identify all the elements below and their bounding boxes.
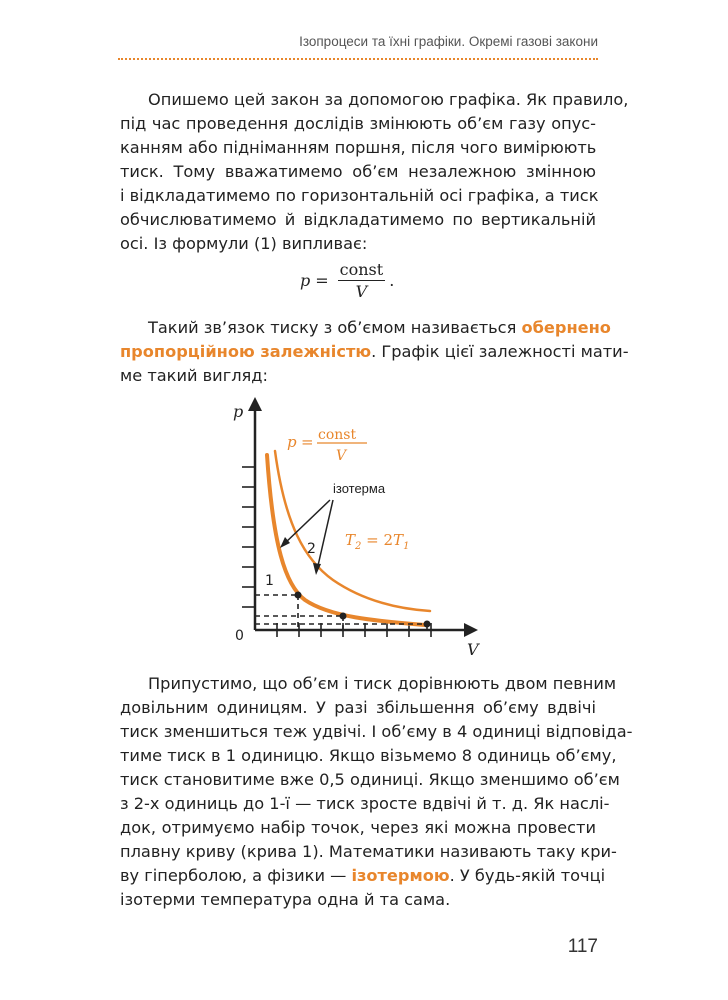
- text-line: і відкладатимемо по горизонтальній осі графіка, а тиск: [120, 186, 599, 205]
- text-line: Опишемо цей закон за допомогою графіка. Як правило,: [148, 90, 629, 109]
- text-line: [120, 864, 606, 888]
- paragraph-explanation: [120, 672, 633, 912]
- text-line: довільним одиницям. У разі збільшення об’єму вдвічі: [120, 698, 596, 717]
- v-axis-label: V: [467, 640, 479, 659]
- highlight-term: пропорційною залежністю: [120, 342, 372, 361]
- text-line: Припустимо, що об’єм і тиск дорівнюють двом певним: [148, 674, 617, 693]
- text-line: док, отримуємо набір точок, через які можна провести: [120, 818, 596, 837]
- text-line: тиме тиск в 1 одиницю. Якщо візьмемо 8 одиниць об’єму,: [120, 746, 617, 765]
- point-marker: [295, 592, 302, 599]
- text-segment: Такий зв’язок тиску з об’ємом називається: [148, 318, 522, 337]
- graph-formula-den: V: [336, 448, 347, 464]
- text-line: осі. Із формули (1) випливає:: [120, 234, 368, 253]
- t1-symbol: T: [393, 531, 404, 549]
- text-line: ме такий вигляд:: [120, 366, 268, 385]
- curve-2-label: 2: [307, 541, 316, 557]
- p-axis-arrow: [248, 397, 262, 411]
- text-line: канням або підніманням поршня, після чого вимірюють: [120, 138, 597, 157]
- t1-subscript: 1: [403, 541, 410, 552]
- text-line: плавну криву (крива 1). Математики називають таку кри-: [120, 842, 617, 861]
- text-line: під час проведення дослідів змінюють об’єм газу опус-: [120, 114, 596, 133]
- formula-fraction: [338, 260, 386, 301]
- graph-formula-eq: =: [301, 433, 314, 451]
- paragraph-relation: [120, 316, 629, 388]
- text-segment: . У будь-якій точці: [449, 866, 606, 885]
- text-segment: . Графік цієї залежності мати-: [371, 342, 629, 361]
- formula-eq: =: [315, 271, 329, 290]
- text-line: ізотерми температура одна й та сама.: [120, 890, 451, 909]
- text-line: тиск становитиме вже 0,5 одиниці. Якщо зменшимо об’єм: [120, 770, 620, 789]
- running-header: Ізопроцеси та їхні графіки. Окремі газові закони: [299, 34, 598, 49]
- p-axis-label: p: [233, 402, 244, 421]
- t-eq: = 2: [361, 531, 394, 549]
- isotherm-pointer-1: [283, 500, 330, 545]
- formula-lhs: p: [300, 271, 311, 290]
- graph-formula-num: const: [318, 427, 357, 443]
- point-marker: [424, 621, 431, 628]
- temperature-label: [345, 531, 409, 552]
- formula-p-const-v: [300, 260, 394, 301]
- curve-1-label: 1: [265, 573, 274, 589]
- highlight-term: ізотермою: [351, 866, 450, 885]
- origin-label: 0: [235, 628, 244, 644]
- header-divider: [118, 58, 598, 60]
- text-line: обчислюватимемо й відкладатимемо по вертикальній: [120, 210, 596, 229]
- formula-denominator: V: [355, 282, 368, 301]
- text-line: тиск. Тому вважатимемо об’єм незалежною змінною: [120, 162, 596, 181]
- page-number: 117: [567, 936, 598, 957]
- paragraph-intro: [120, 88, 629, 256]
- t2-symbol: T: [345, 531, 356, 549]
- v-axis-arrow: [464, 623, 478, 637]
- point-marker: [340, 613, 347, 620]
- isotherm-graph: [225, 395, 485, 660]
- formula-numerator: const: [339, 260, 384, 279]
- fraction-bar: [338, 280, 386, 281]
- text-line: тиск зменшиться теж удвічі. І об’єму в 4 одиниці відповіда-: [120, 722, 633, 741]
- text-segment: ву гіперболою, а фізики —: [120, 866, 352, 885]
- text-line: [120, 316, 611, 340]
- formula-end: .: [389, 271, 395, 290]
- text-line: з 2-х одиниць до 1-ї — тиск зросте вдвічі й т. д. Як наслі-: [120, 794, 610, 813]
- isotherm-label: ізотерма: [333, 481, 386, 496]
- arrowhead: [280, 537, 290, 548]
- text-line: [120, 340, 629, 364]
- t2-subscript: 2: [355, 541, 362, 552]
- highlight-term: обернено: [521, 318, 611, 337]
- graph-formula-lhs: p: [287, 433, 297, 451]
